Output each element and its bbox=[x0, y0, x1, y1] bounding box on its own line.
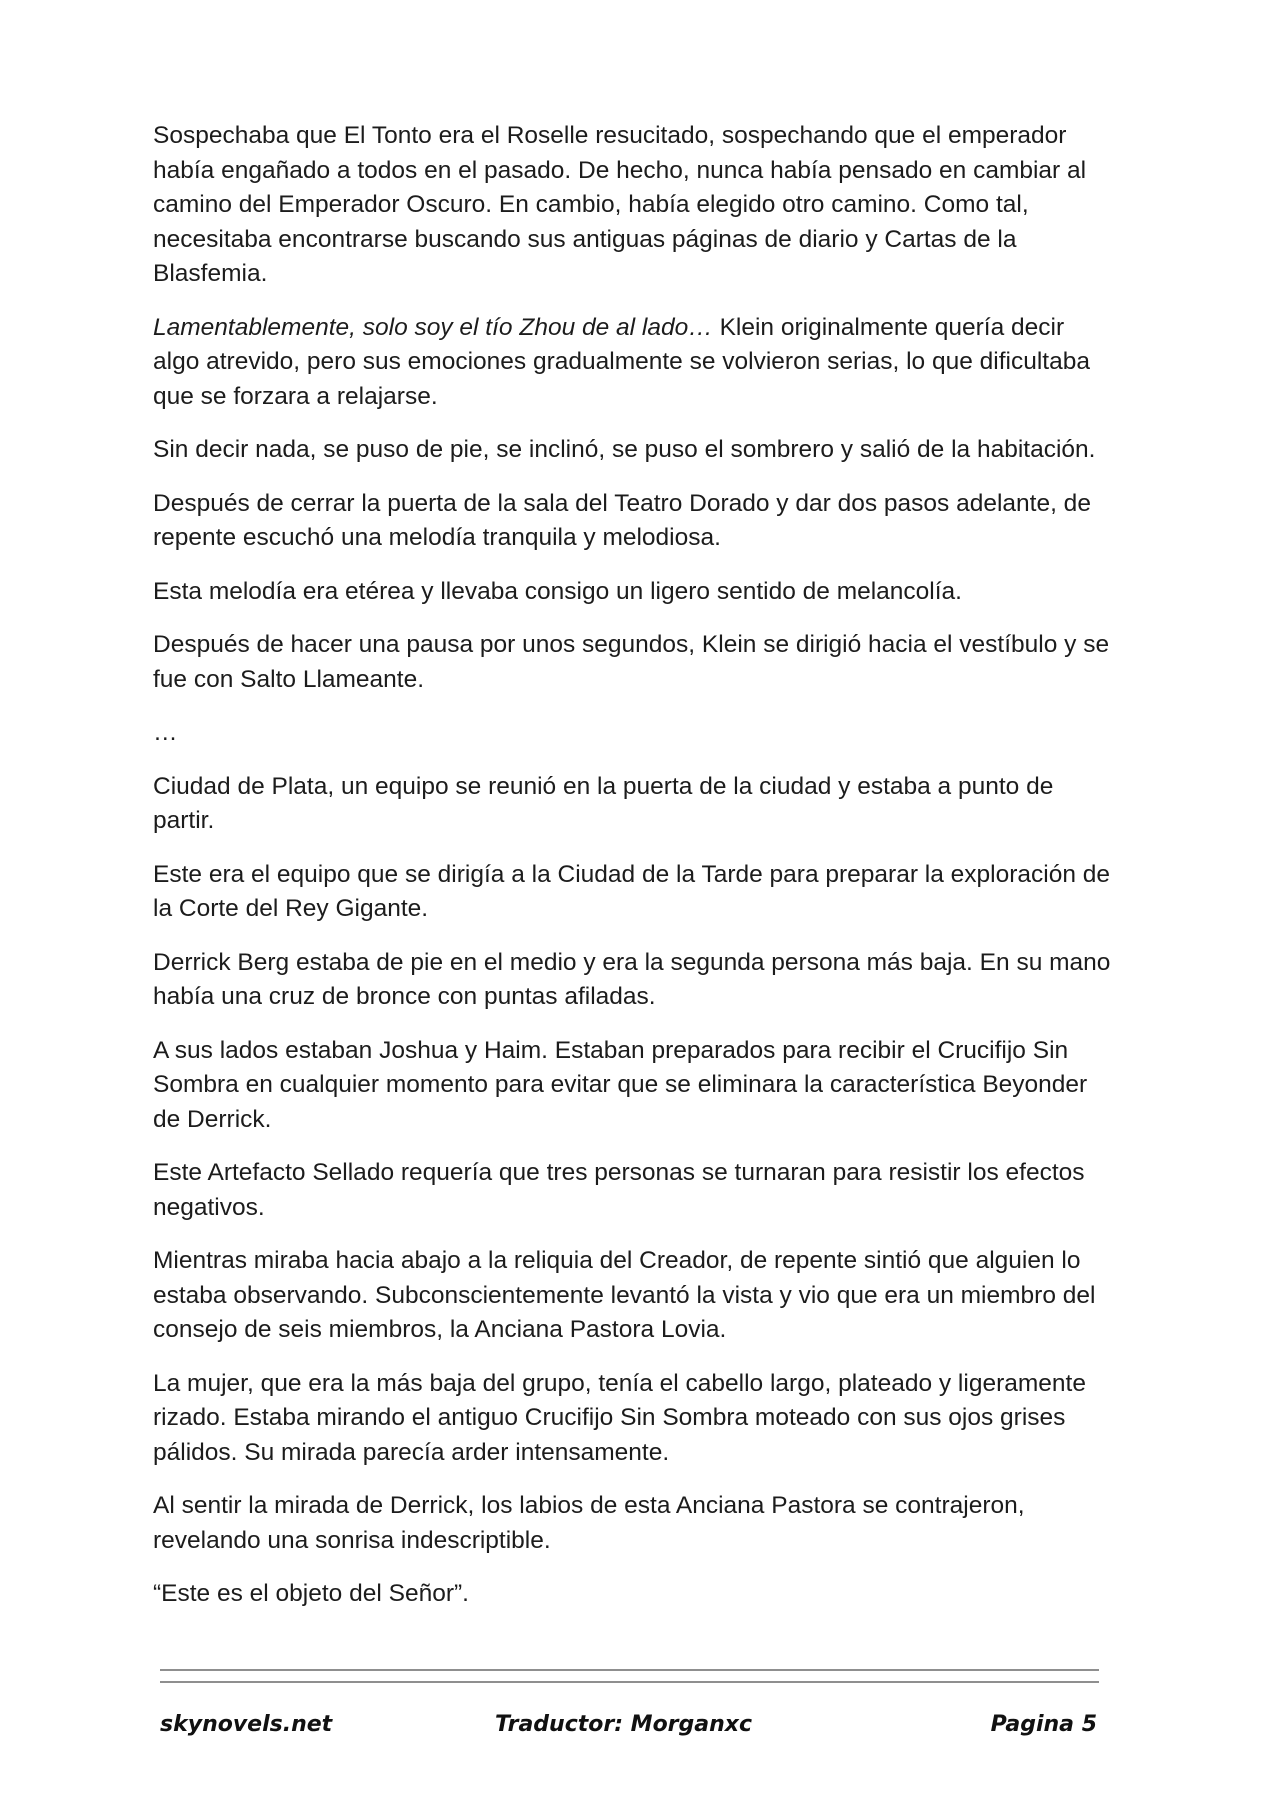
paragraph: Este Artefacto Sellado requería que tres personas se turnaran para resistir los efectos negativos. bbox=[153, 1159, 1085, 1221]
paragraph: Lamentablemente, solo soy el tío Zhou de al lado… Klein originalmente quería decir algo atrevido, pero sus emociones gradualmente se volvieron serias, lo que dificultaba que se forzara a relajarse. bbox=[153, 313, 1090, 410]
paragraph: A sus lados estaban Joshua y Haim. Estaban preparados para recibir el Crucifijo Sin Sombra en cualquier momento para evitar que se eliminara la característica Beyonder de Derrick. bbox=[153, 1036, 1088, 1133]
paragraph: Sospechaba que El Tonto era el Roselle resucitado, sospechando que el emperador había engañado a todos en el pasado. De hecho, nunca había pensado en cambiar al camino del Emperador Oscuro. En cambio, había elegido otro camino. Como tal, necesitaba encontrarse buscando sus antiguas páginas de diario y Cartas de la Blasfemia. bbox=[153, 122, 1087, 287]
italic-thought: Lamentablemente, solo soy el tío Zhou de al lado… bbox=[153, 313, 713, 341]
paragraph: Esta melodía era etérea y llevaba consigo un ligero sentido de melancolía. bbox=[153, 577, 962, 605]
footer-page-number: Pagina 5 bbox=[990, 1712, 1097, 1737]
paragraph: Después de hacer una pausa por unos segundos, Klein se dirigió hacia el vestíbulo y se fue con Salto Llameante. bbox=[153, 631, 1110, 693]
paragraph: Al sentir la mirada de Derrick, los labios de esta Anciana Pastora se contrajeron, revelando una sonrisa indescriptible. bbox=[153, 1492, 1025, 1554]
scene-break: … bbox=[153, 719, 178, 746]
paragraph: Ciudad de Plata, un equipo se reunió en la puerta de la ciudad y estaba a punto de partir. bbox=[153, 772, 1054, 834]
paragraph: Este era el equipo que se dirigía a la Ciudad de la Tarde para preparar la exploración de la Corte del Rey Gigante. bbox=[153, 860, 1111, 922]
footer-translator: Traductor: Morganxc bbox=[495, 1712, 753, 1737]
paragraph: Sin decir nada, se puso de pie, se inclinó, se puso el sombrero y salió de la habitación. bbox=[153, 436, 1096, 463]
paragraph: La mujer, que era la más baja del grupo, tenía el cabello largo, plateado y ligeramente rizado. Estaba mirando el antiguo Crucifijo Sin Sombra moteado con sus ojos grises pálidos. Su mirada parecía arder intensamente. bbox=[153, 1369, 1086, 1466]
document-body bbox=[153, 119, 1113, 1631]
paragraph: Derrick Berg estaba de pie en el medio y era la segunda persona más baja. En su mano había una cruz de bronce con puntas afiladas. bbox=[153, 948, 1111, 1010]
footer-divider-bottom bbox=[160, 1681, 1099, 1683]
footer-divider-top bbox=[160, 1669, 1099, 1671]
paragraph: “Este es el objeto del Señor”. bbox=[153, 1580, 469, 1607]
paragraph: Mientras miraba hacia abajo a la reliquia del Creador, de repente sintió que alguien lo estaba observando. Subconscientemente levantó la vista y vio que era un miembro del consejo de seis miembros, la Anciana Pastora Lovia. bbox=[153, 1247, 1096, 1343]
footer-site: skynovels.net bbox=[160, 1712, 333, 1737]
paragraph: Después de cerrar la puerta de la sala del Teatro Dorado y dar dos pasos adelante, de repente escuchó una melodía tranquila y melodiosa. bbox=[153, 489, 1091, 551]
page-footer bbox=[160, 1712, 1099, 1748]
